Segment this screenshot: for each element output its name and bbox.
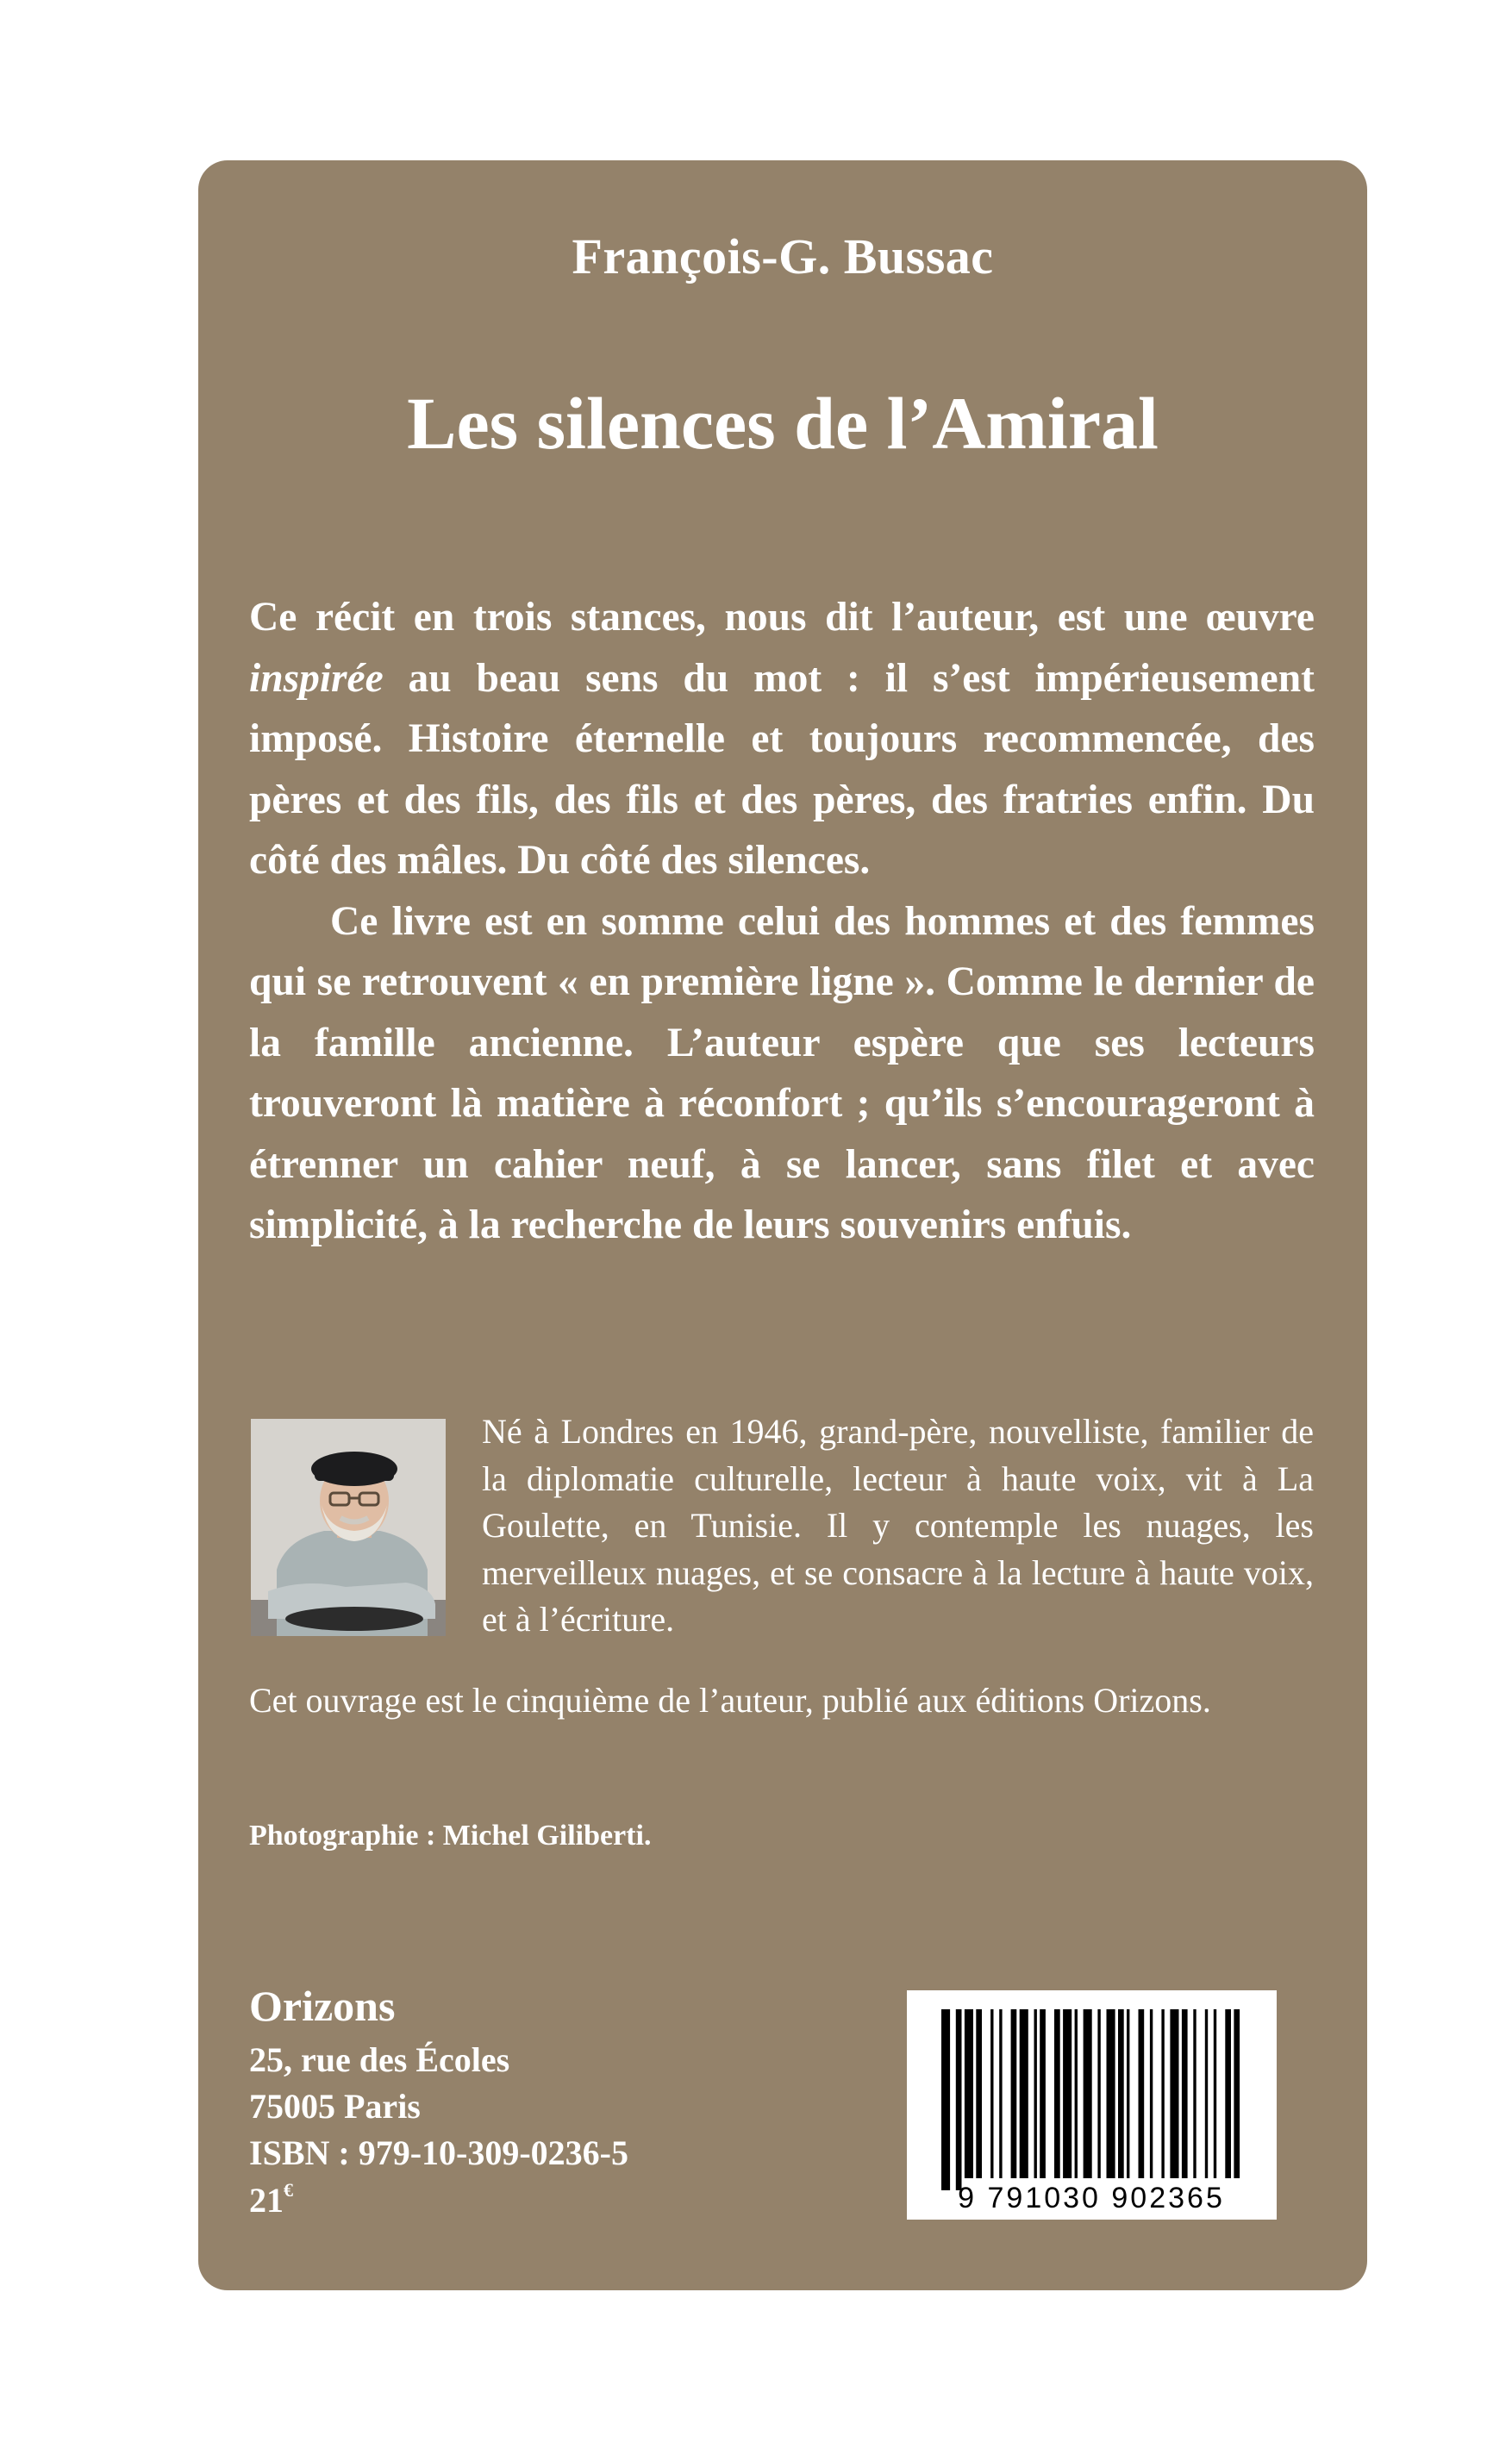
barcode-bar [1054, 2009, 1060, 2178]
blurb-paragraph-2: Ce livre est en somme celui des hommes et des femmes qui se retrouvent « en première ligne ». Comme le dernier de la famille ancienne. L’auteur espère que ses lecteurs trouveront là matière à réconfort ; qu’ils s’encourageront à étrenner un cahier neuf, à se lancer, sans filet et avec simplicité, à la recherche de leurs souvenirs enfuis. [249, 898, 1315, 1247]
photo-credit: Photographie : Michel Giliberti. [249, 1820, 652, 1852]
barcode-bar [1020, 2009, 1028, 2178]
barcode-bar [1118, 2009, 1124, 2178]
author-photo [251, 1419, 446, 1636]
blurb-emphasis: inspirée [249, 655, 384, 701]
barcode-bar [965, 2009, 973, 2178]
back-cover-panel [198, 160, 1367, 2290]
barcode-bar [1107, 2009, 1115, 2178]
barcode-bar [1040, 2009, 1046, 2178]
publisher-name: Orizons [249, 1982, 396, 2030]
barcode-bar [1161, 2009, 1164, 2178]
blurb-paragraph-1: Ce récit en trois stances, nous dit l’auteur, est une œuvre inspirée au beau sens du mot : il s’est impérieusement imposé. Histoire éternelle et toujours recommencée, des pères et des fils, des fils et des pères, des fratries enfin. Du côté des mâles. Du côté des silences. [249, 595, 1315, 883]
author-biography: Né à Londres en 1946, grand-père, nouvelliste, familier de la diplomatie culturelle, lecteur à haute voix, vit à La Goulette, en Tunisie. Il y contemple les nuages, les merveilleux nuages, et se consacre à la lecture à haute voix, et à l’écriture. [482, 1412, 1314, 1639]
barcode-bar [1063, 2009, 1072, 2178]
barcode-bar [1011, 2009, 1017, 2178]
barcode-bar [1034, 2009, 1037, 2178]
price-label: 21€ [249, 2179, 293, 2220]
barcode-bar [1182, 2009, 1188, 2178]
barcode-bar [1127, 2009, 1129, 2178]
barcode-bar [1139, 2009, 1145, 2178]
author-name: François-G. Bussac [572, 228, 994, 284]
barcode [907, 1990, 1277, 2220]
barcode-digits: 9 791030 902365 [958, 2182, 1225, 2214]
barcode-bar [941, 2009, 950, 2190]
book-title: Les silences de l’Amiral [407, 382, 1159, 465]
publisher-street: 25, rue des Écoles [249, 2040, 510, 2079]
publication-note: Cet ouvrage est le cinquième de l’auteur, publié aux éditions Orizons. [249, 1681, 1211, 1720]
book-blurb [249, 587, 1315, 1256]
barcode-bar [1214, 2009, 1216, 2178]
isbn-number: ISBN : 979-10-309-0236-5 [249, 2133, 628, 2172]
barcode-bar [999, 2009, 1002, 2178]
barcode-bar [1193, 2009, 1196, 2178]
publisher-city: 75005 Paris [249, 2087, 421, 2126]
barcode-bar [1205, 2009, 1208, 2178]
barcode-bar [1170, 2009, 1178, 2178]
barcode-bar [1097, 2009, 1100, 2178]
barcode-bar [1225, 2009, 1231, 2178]
barcode-bar [956, 2009, 962, 2190]
barcode-bars [941, 2009, 1240, 2190]
barcode-bar [1234, 2009, 1240, 2178]
barcode-bar [976, 2009, 982, 2178]
barcode-bar [1150, 2009, 1153, 2178]
barcode-bar [990, 2009, 993, 2178]
barcode-bar [1075, 2009, 1078, 2178]
barcode-bar [1084, 2009, 1092, 2178]
